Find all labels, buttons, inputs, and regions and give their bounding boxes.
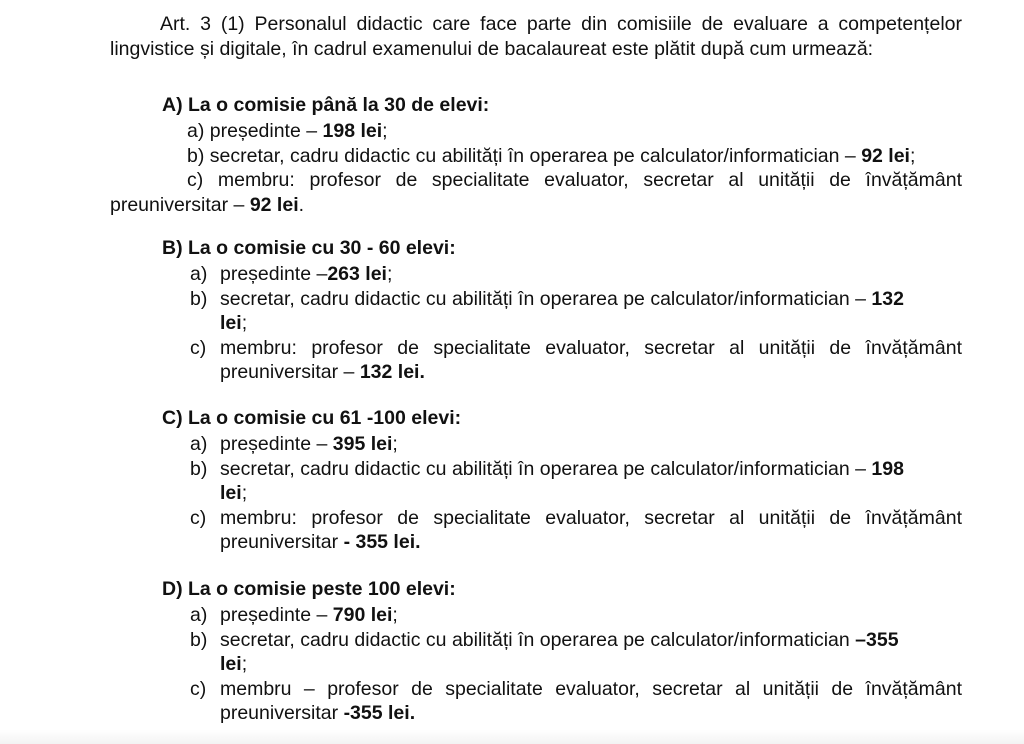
section-b-item-b-amount1: 132 [871,287,904,310]
section-b-item-b [110,287,962,336]
section-d-item-c-text: membru – profesor de specialitate evaluator, secretar al unității de învățământ [220,677,962,700]
section-a-item-a [187,119,962,144]
section-a-title: A) La o comisie până la 30 de elevi: [162,94,490,116]
section-c-item-a-label: a) [190,433,208,455]
section-b [110,236,962,385]
section-d-item-a-label: a) [190,604,208,626]
section-a-item-a-text: a) președinte – [187,120,323,142]
section-a-item-c-amount: 92 lei [249,193,299,216]
section-c-item-c [110,506,962,555]
section-c-item-b-amount2: lei [220,482,242,504]
section-b-item-a-amount: 263 lei [327,263,387,285]
section-d-title: D) La o comisie peste 100 elevi: [162,578,456,600]
section-c-item-c-text: membru: profesor de specialitate evaluator, secretar al unității de învățământ [220,506,962,529]
section-c-item-b-label: b) [190,457,208,480]
section-c-item-a-amount: 395 lei [332,433,393,455]
intro-paragraph [110,12,962,61]
section-b-item-b-label: b) [190,287,208,310]
section-d-item-b-end: ; [241,653,248,675]
section-d-item-c-label: c) [190,677,207,700]
section-d-item-a-end: ; [392,604,398,626]
section-d-item-a-amount: 790 lei [332,604,393,626]
section-d-item-b-label: b) [190,628,208,651]
section-d-item-a-text: președinte – [220,604,333,626]
section-d-item-a [110,603,962,628]
section-c-item-c-amount: - 355 lei. [343,531,421,553]
section-d-item-b-text: secretar, cadru didactic cu abilități în operarea pe calculator/informatician [220,628,856,651]
section-a-item-c-end: . [298,193,305,216]
intro-line-1: Art. 3 (1) Personalul didactic care face parte din comisiile de evaluare a competențelor [160,13,962,35]
section-d-item-c-amount: -355 lei. [343,702,416,724]
section-a-item-c-cont [110,193,962,218]
section-c-item-b-end: ; [241,482,248,504]
section-c-item-c-label: c) [190,506,207,529]
section-a-item-a-amount: 198 lei [322,120,383,142]
section-c-item-b-text: secretar, cadru didactic cu abilități în operarea pe calculator/informatician – [220,457,872,480]
section-d-item-b-amount2: lei [220,653,242,675]
section-b-item-c-text2: preuniversitar – [220,361,360,383]
section-a [110,93,962,217]
section-a-item-b-text: b) secretar, cadru didactic cu abilități în operarea pe calculator/informatician – [187,144,862,167]
section-b-item-b-end: ; [241,312,248,334]
section-a-item-b-amount: 92 lei [861,144,910,167]
section-d [110,577,962,726]
section-b-item-b-amount2: lei [220,312,242,334]
section-b-item-c-amount: 132 lei. [359,361,425,383]
section-b-title: B) La o comisie cu 30 - 60 elevi: [162,237,456,259]
section-a-item-b-end: ; [909,144,916,167]
section-c-item-c-text2: preuniversitar [220,531,344,553]
section-c [110,406,962,555]
section-d-item-b-amount1: –355 [855,628,899,651]
section-c-item-b [110,457,962,506]
section-c-title: C) La o comisie cu 61 -100 elevi: [162,407,462,429]
section-b-item-a-text: președinte – [220,263,328,285]
section-a-item-c-text2: preuniversitar – [110,193,250,216]
section-c-item-a [110,432,962,457]
section-c-item-b-amount1: 198 [871,457,904,480]
section-b-item-a-end: ; [386,263,393,285]
section-b-item-c-label: c) [190,336,207,359]
section-a-item-a-end: ; [382,120,388,142]
intro-line-2: lingvistice și digitale, în cadrul examenului de bacalaureat este plătit după cum urmează: [110,37,874,60]
section-d-item-c [110,677,962,726]
section-b-item-a-label: a) [190,263,208,285]
section-b-item-c [110,336,962,385]
section-b-item-b-text: secretar, cadru didactic cu abilități în operarea pe calculator/informatician – [220,287,872,310]
section-c-item-a-text: președinte – [220,433,333,455]
section-a-item-c: c) membru: profesor de specialitate evaluator, secretar al unității de învățământ [187,169,962,191]
page-bottom-shadow [0,730,1024,744]
section-b-item-a [110,262,962,287]
section-d-item-c-text2: preuniversitar [220,702,344,724]
section-d-item-b [110,628,962,677]
section-c-item-a-end: ; [392,433,398,455]
section-b-item-c-text: membru: profesor de specialitate evaluator, secretar al unității de învățământ [220,336,962,359]
section-a-item-b [187,144,962,169]
